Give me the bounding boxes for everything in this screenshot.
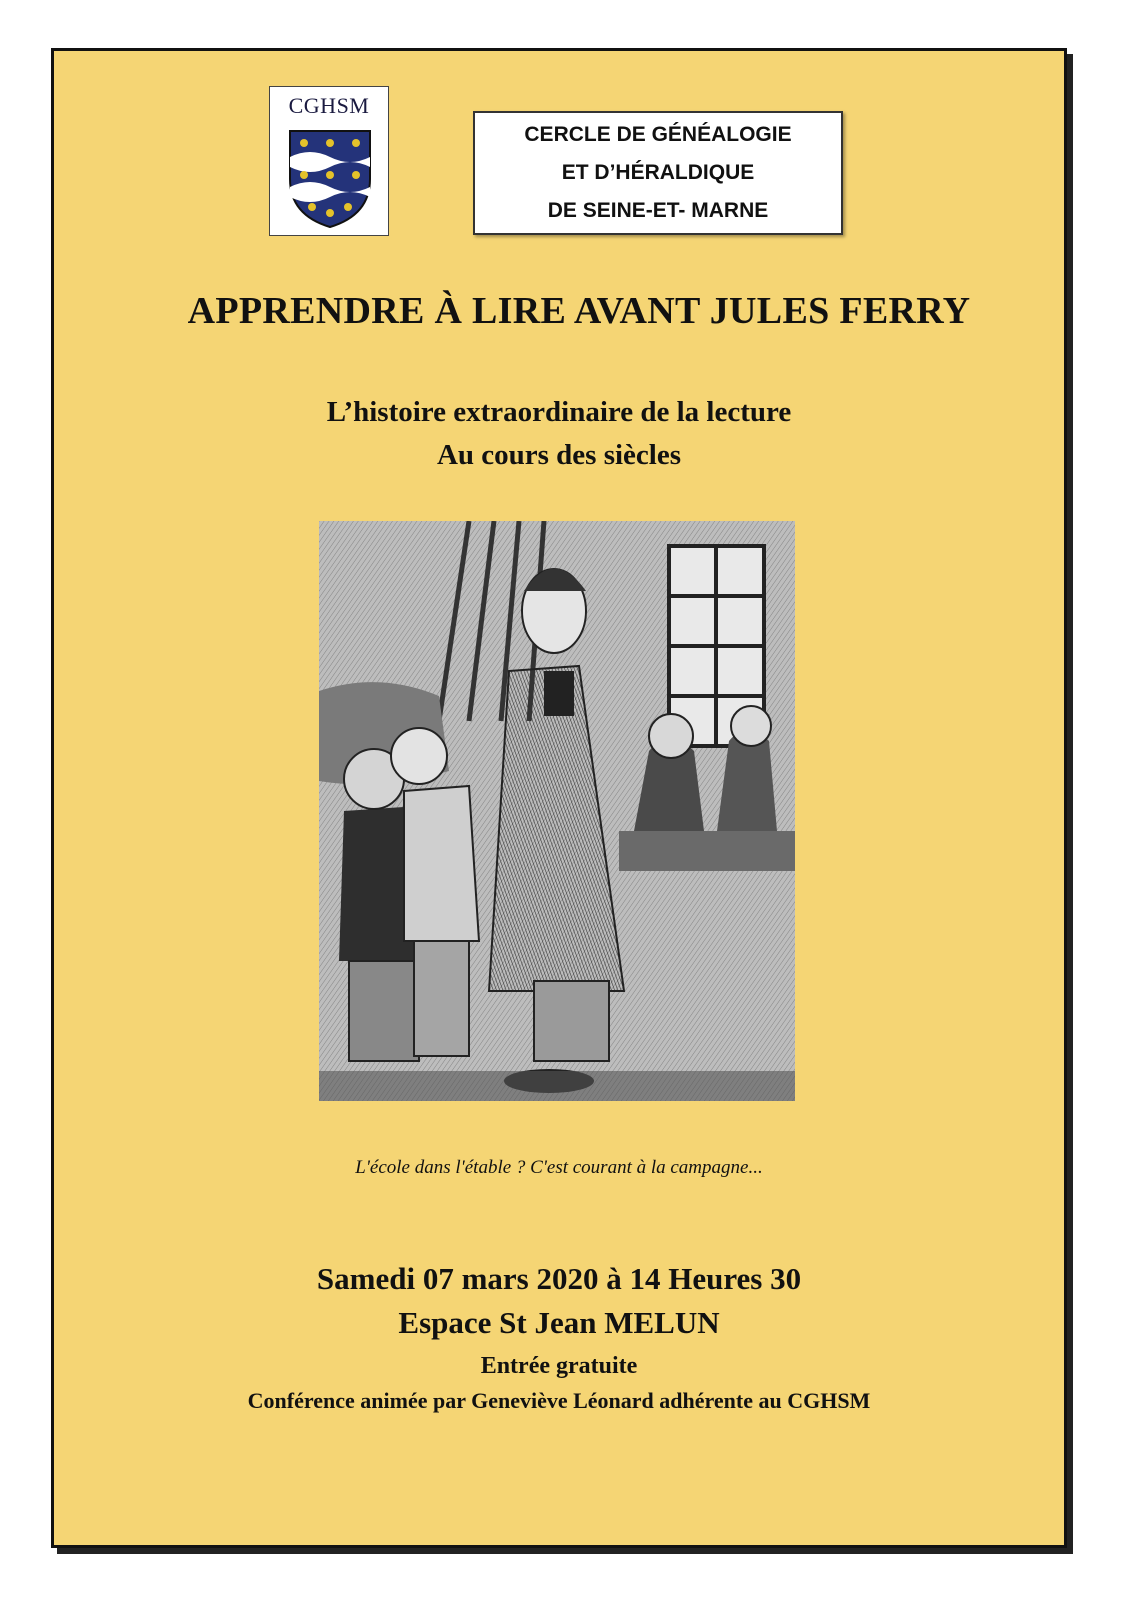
fleur-de-lis-shield-icon [286,127,374,231]
event-date: Samedi 07 mars 2020 à 14 Heures 30 [316,1261,802,1296]
event-entry: Entrée gratuite [480,1353,638,1379]
cghsm-logo [269,86,389,236]
subtitle-line-2: Au cours des siècles [436,439,682,471]
main-title: APPRENDRE À LIRE AVANT JULES FERRY [187,290,971,332]
poster [51,48,1067,1548]
event-speaker: Conférence animée par Geneviève Léonard adhérente au CGHSM [247,1388,871,1413]
subtitle [54,391,1064,477]
organization-line-2: ET D’HÉRALDIQUE [561,161,755,184]
organization-name-box [473,111,843,235]
organization-line-1: CERCLE DE GÉNÉALOGIE [524,123,792,146]
image-caption: L'école dans l'étable ? C'est courant à la campagne... [355,1157,763,1178]
event-place: Espace St Jean MELUN [398,1305,720,1340]
classroom-engraving-image [319,521,795,1101]
subtitle-line-1: L’histoire extraordinaire de la lecture [326,396,792,428]
logo-text: CGHSM [288,93,370,118]
organization-line-3: DE SEINE-ET- MARNE [547,199,769,222]
